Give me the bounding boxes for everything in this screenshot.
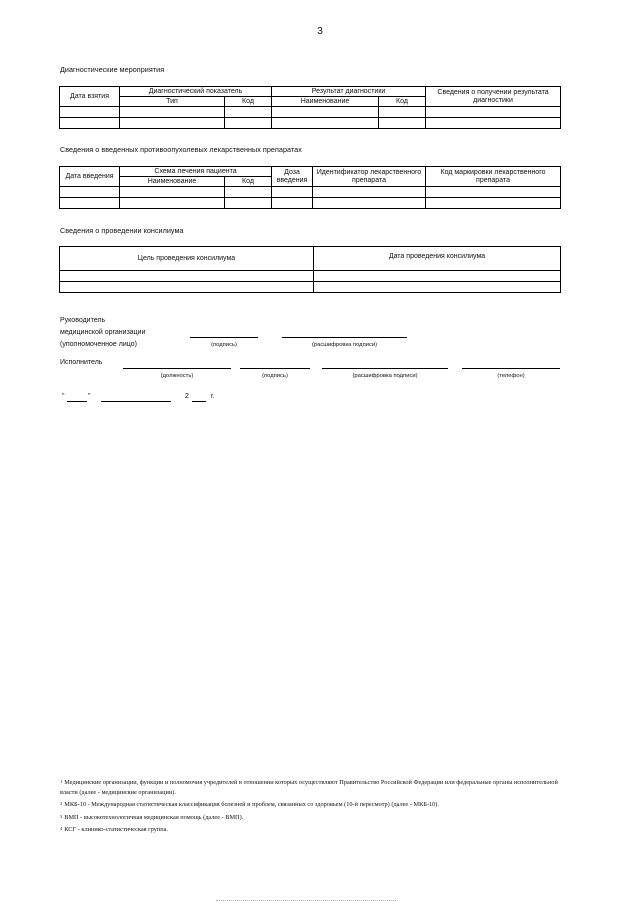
header-scheme-code: Код	[225, 177, 272, 187]
head-decoding-field[interactable]	[282, 337, 407, 338]
empty-cell[interactable]	[225, 118, 272, 129]
header-consilium-purpose: Цель проведения консилиума	[60, 247, 314, 271]
date-year-field[interactable]	[192, 401, 206, 402]
header-result-code: Код	[379, 97, 426, 107]
executor-position-caption: (должность)	[160, 373, 194, 379]
head-label-line3: (уполномоченное лицо)	[60, 341, 137, 348]
empty-cell[interactable]	[379, 107, 426, 118]
footnote-text: КСГ - клинико-статистическая группа.	[64, 826, 169, 833]
consilium-section-title: Сведения о проведении консилиума	[60, 226, 184, 235]
empty-cell[interactable]	[60, 118, 120, 129]
date-day-field[interactable]	[67, 401, 87, 402]
header-dose: Доза введения	[272, 167, 313, 187]
empty-cell[interactable]	[225, 187, 272, 198]
date-month-field[interactable]	[101, 401, 171, 402]
empty-cell[interactable]	[272, 118, 379, 129]
page-number: 3	[317, 26, 323, 37]
header-treatment-scheme: Схема лечения пациента	[120, 167, 272, 177]
table-row	[60, 271, 561, 282]
header-sampling-date: Дата взятия	[60, 87, 120, 107]
head-label-line1: Руководитель	[60, 317, 106, 324]
empty-cell[interactable]	[272, 198, 313, 209]
empty-cell[interactable]	[314, 282, 561, 293]
head-decoding-caption: (расшифровка подписи)	[311, 342, 378, 348]
footnote-item	[60, 825, 565, 835]
empty-cell[interactable]	[272, 107, 379, 118]
header-consilium-date: Дата проведения консилиума	[314, 247, 561, 271]
executor-signature-field[interactable]	[240, 368, 310, 369]
header-drug-identifier: Идентификатор лекарственного препарата	[313, 167, 426, 187]
header-diagnostic-result: Результат диагностики	[272, 87, 426, 97]
empty-cell[interactable]	[60, 271, 314, 282]
table-row	[60, 198, 561, 209]
executor-decoding-caption: (расшифровка подписи)	[352, 373, 418, 379]
footnotes	[60, 778, 565, 838]
footnote-text: Медицинские организации, функции и полномочия учредителей в отношении которых осуществляют Правительство Российской Федерации или федеральные органы исполнительной власти (далее - медицинские организации).	[60, 779, 558, 796]
drugs-section-title: Сведения о введенных противоопухолевых лекарственных препаратах	[60, 145, 302, 154]
empty-cell[interactable]	[120, 187, 225, 198]
header-scheme-name: Наименование	[120, 177, 225, 187]
date-year-suffix: г.	[211, 393, 215, 400]
empty-cell[interactable]	[426, 118, 561, 129]
header-indicator-type: Тип	[120, 97, 225, 107]
table-row	[60, 187, 561, 198]
head-signature-field[interactable]	[190, 337, 258, 338]
header-result-name: Наименование	[272, 97, 379, 107]
executor-phone-caption: (телефон)	[497, 373, 525, 379]
footnote-text: ВМП - высокотехнологичная медицинская помощь (далее - ВМП).	[64, 813, 244, 821]
empty-cell[interactable]	[313, 198, 426, 209]
footnote-mark: 4	[60, 826, 63, 831]
footnote-item	[60, 778, 565, 797]
executor-position-field[interactable]	[123, 368, 231, 369]
drugs-table	[59, 166, 561, 209]
empty-cell[interactable]	[60, 198, 120, 209]
empty-cell[interactable]	[313, 187, 426, 198]
footnote-mark: 2	[60, 801, 63, 806]
footnote-mark: 3	[60, 813, 63, 819]
footnote-mark: 1	[60, 779, 63, 784]
executor-decoding-field[interactable]	[322, 368, 448, 369]
empty-cell[interactable]	[60, 107, 120, 118]
date-open-quote: "	[62, 393, 65, 400]
date-year-prefix: 2	[185, 393, 189, 400]
empty-cell[interactable]	[379, 118, 426, 129]
empty-cell[interactable]	[60, 187, 120, 198]
head-label-line2: медицинской организации	[60, 329, 146, 336]
executor-signature-caption: (подпись)	[262, 373, 288, 379]
header-drug-marking-code: Код маркировки лекарственного препарата	[426, 167, 561, 187]
header-indicator-code: Код	[225, 97, 272, 107]
table-row	[60, 282, 561, 293]
diagnostics-table	[59, 86, 561, 129]
empty-cell[interactable]	[426, 187, 561, 198]
header-administration-date: Дата введения	[60, 167, 120, 187]
empty-cell[interactable]	[225, 198, 272, 209]
empty-cell[interactable]	[120, 107, 225, 118]
empty-cell[interactable]	[272, 187, 313, 198]
table-row	[60, 118, 561, 129]
executor-label: Исполнитель	[60, 359, 103, 366]
empty-cell[interactable]	[120, 118, 225, 129]
header-diagnostic-indicator: Диагностический показатель	[120, 87, 272, 97]
empty-cell[interactable]	[225, 107, 272, 118]
diagnostics-section-title: Диагностические мероприятия	[60, 65, 165, 74]
header-result-received: Сведения о получении результата диагностики	[426, 87, 561, 107]
empty-cell[interactable]	[426, 107, 561, 118]
consilium-table	[59, 246, 561, 293]
head-signature-caption: (подпись)	[211, 342, 237, 348]
page-bottom-rule	[216, 900, 396, 901]
table-row	[60, 107, 561, 118]
empty-cell[interactable]	[60, 282, 314, 293]
date-close-quote: "	[88, 393, 91, 400]
empty-cell[interactable]	[120, 198, 225, 209]
empty-cell[interactable]	[426, 198, 561, 209]
footnote-item	[60, 813, 565, 823]
footnote-item	[60, 800, 565, 810]
footnote-text: МКБ-10 - Международная статистическая классификация болезней и проблем, связанных со здоровьем (10-й пересмотр) (далее - МКБ-10).	[64, 801, 439, 808]
executor-phone-field[interactable]	[462, 368, 560, 369]
empty-cell[interactable]	[314, 271, 561, 282]
